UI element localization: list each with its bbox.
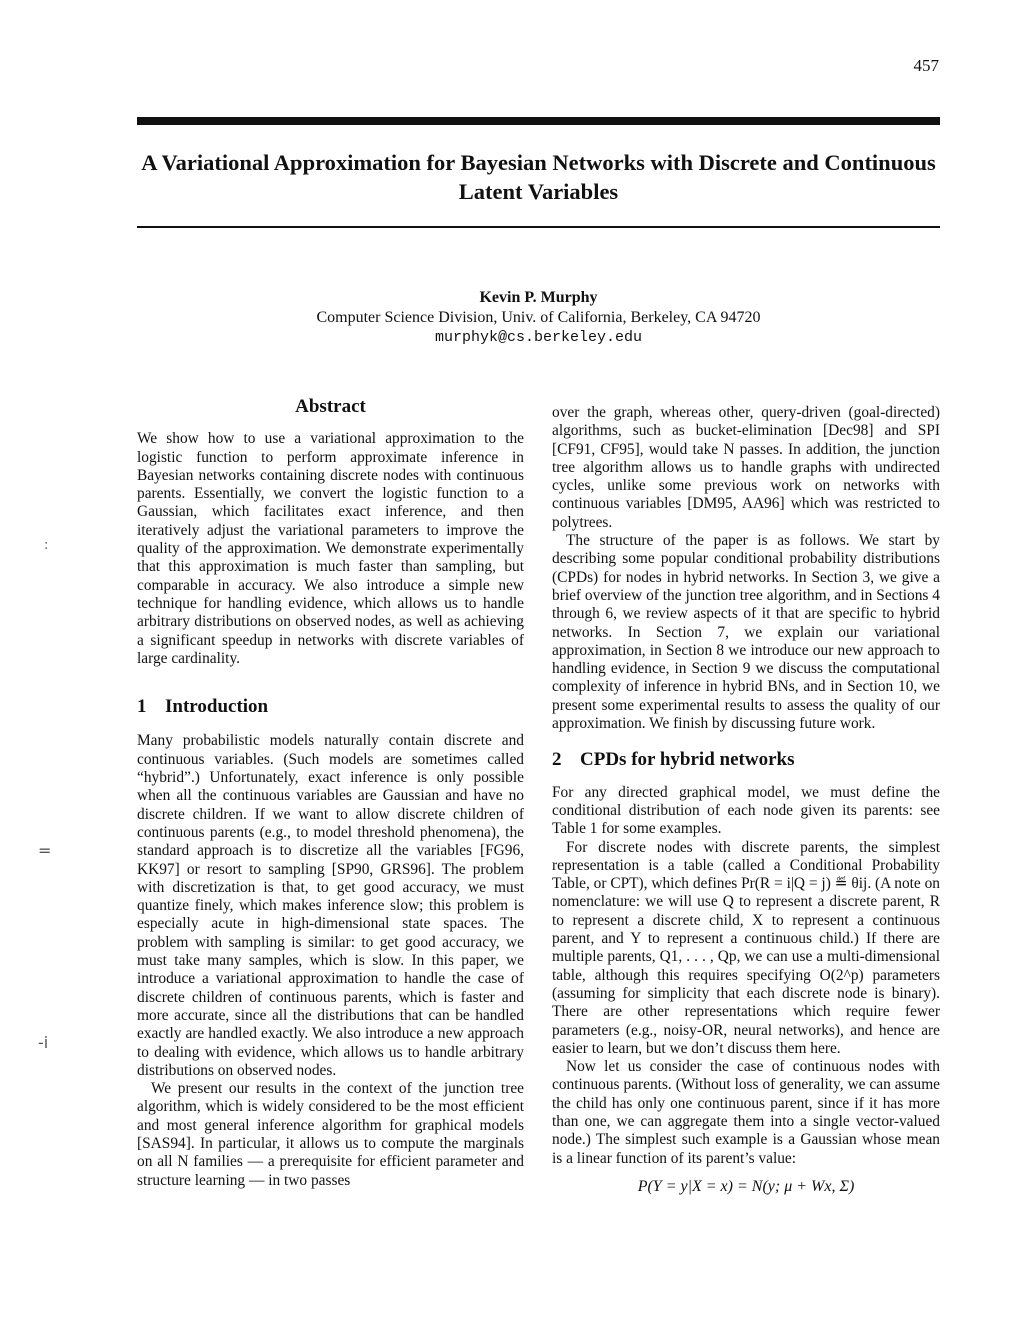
section-title: CPDs for hybrid networks (580, 749, 795, 771)
section-number: 2 (552, 749, 562, 771)
right-column (552, 404, 940, 1196)
paragraph: Many probabilistic models naturally contain discrete and continuous variables. (Such models are sometimes called “hybrid”.) Unfortunately, exact inference is only possible when all the continuous variables are Gaussian and have no discrete children. If we want to allow discrete children of continuous parents (e.g., to model threshold phenomena), the standard approach is to discretize all the variables [FG96, KK97] or resort to sampling [SP90, GRS96]. The problem with discretization is that, to get good accuracy, we must quantize finely, which makes inference slow; this problem is especially acute in high-dimensional state spaces. The problem with sampling is similar: to get good accuracy, we must take many samples, which is slow. In this paper, we introduce a variational approximation to handle the case of discrete children of continuous parents, which is faster and more accurate, since all the distributions that can be handled exactly are handled exactly. We also introduce a new approach to dealing with evidence, which allows us to handle arbitrary distributions on observed nodes. (137, 732, 524, 1079)
page-number: 457 (913, 56, 939, 75)
paragraph: Now let us consider the case of continuous nodes with continuous parents. (Without loss of generality, we can assume the child has only one continuous parent, since if it has more than one, we can aggregate them into a single vector-valued node.) The simplest such example is a Gaussian whose mean is a linear function of its parent’s value: (552, 1058, 940, 1167)
abstract-heading: Abstract (295, 396, 366, 417)
margin-mark: : (44, 538, 49, 553)
title-rule-top (137, 117, 940, 125)
section-title: Introduction (165, 696, 269, 718)
margin-mark: = (38, 841, 52, 860)
paragraph: We present our results in the context of the junction tree algorithm, which is widely considered to be the most efficient and most general inference algorithm for graphical models [SAS94]. In particular, it allows us to compute the marginals on all N families — a prerequisite for efficient parameter and structure learning — in two passes (137, 1080, 524, 1189)
paper-title: A Variational Approximation for Bayesian Networks with Discrete and Continuous Latent Variables (141, 150, 936, 204)
author-block (137, 288, 940, 348)
equation: P(Y = y|X = x) = N(y; μ + Wx, Σ) (637, 1177, 855, 1195)
margin-mark: -i (38, 1033, 49, 1052)
section-number: 1 (137, 696, 147, 718)
paragraph: The structure of the paper is as follows. We start by describing some popular conditional probability distributions (CPDs) for nodes in hybrid networks. In Section 3, we give a brief overview of the junction tree algorithm, and in Sections 4 through 6, we review aspects of it that are specific to hybrid networks. In Section 7, we explain our variational approximation, in Section 8 we introduce our new approach to handling evidence, in Section 9 we discuss the computational complexity of inference in hybrid BNs, and in Section 10, we present some experimental results to assess the quality of our approximation. We finish by discussing future work. (552, 532, 940, 733)
author-affiliation: Computer Science Division, Univ. of California, Berkeley, CA 94720 (316, 309, 761, 326)
paragraph: For discrete nodes with discrete parents, the simplest representation is a table (called a Conditional Probability Table, or CPT), which defines Pr(R = i|Q = j) ≝ θij. (A note on nomenclature: we will use Q to represent a discrete parent, R to represent a discrete child, X to represent a continuous parent, and Y to represent a continuous child.) If there are multiple parents, Q1, . . . , Qp, we can use a multi-dimensional table, although this requires specifying O(2^p) parameters (assuming for simplicity that each discrete node is binary). There are other representations which require fewer parameters (e.g., noisy-OR, neural networks), and hence are easier to learn, but we don’t discuss them here. (552, 838, 941, 1057)
section-heading-cpds (552, 751, 940, 769)
section-heading-introduction (137, 698, 524, 716)
paragraph: For any directed graphical model, we must define the conditional distribution of each node given its parents: see Table 1 for some examples. (552, 783, 940, 838)
paragraph: over the graph, whereas other, query-driven (goal-directed) algorithms, such as bucket-elimination [Dec98] and SPI [CF91, CF95], would take N passes. In addition, the junction tree algorithm allows us to handle graphs with undirected cycles, unlike some previous work on networks with continuous variables [DM95, AA96] which was restricted to polytrees. (552, 404, 940, 531)
left-column (137, 398, 524, 1190)
title-rule-bottom (137, 226, 940, 228)
author-email: murphyk@cs.berkeley.edu (434, 329, 643, 346)
author-name: Kevin P. Murphy (479, 289, 598, 306)
abstract-text: We show how to use a variational approximation to the logistic function to perform approximate inference in Bayesian networks containing discrete nodes with continuous parents. Essentially, we convert the logistic function to a Gaussian, which facilitates exact inference, and then iteratively adjust the variational parameters to improve the quality of the approximation. We demonstrate experimentally that this approximation is much faster than sampling, but comparable in accuracy. We also introduce a simple new technique for handling evidence, which allows us to handle arbitrary distributions on observed nodes, as well as achieving a significant speedup in networks with discrete variables of large cardinality. (137, 430, 524, 667)
